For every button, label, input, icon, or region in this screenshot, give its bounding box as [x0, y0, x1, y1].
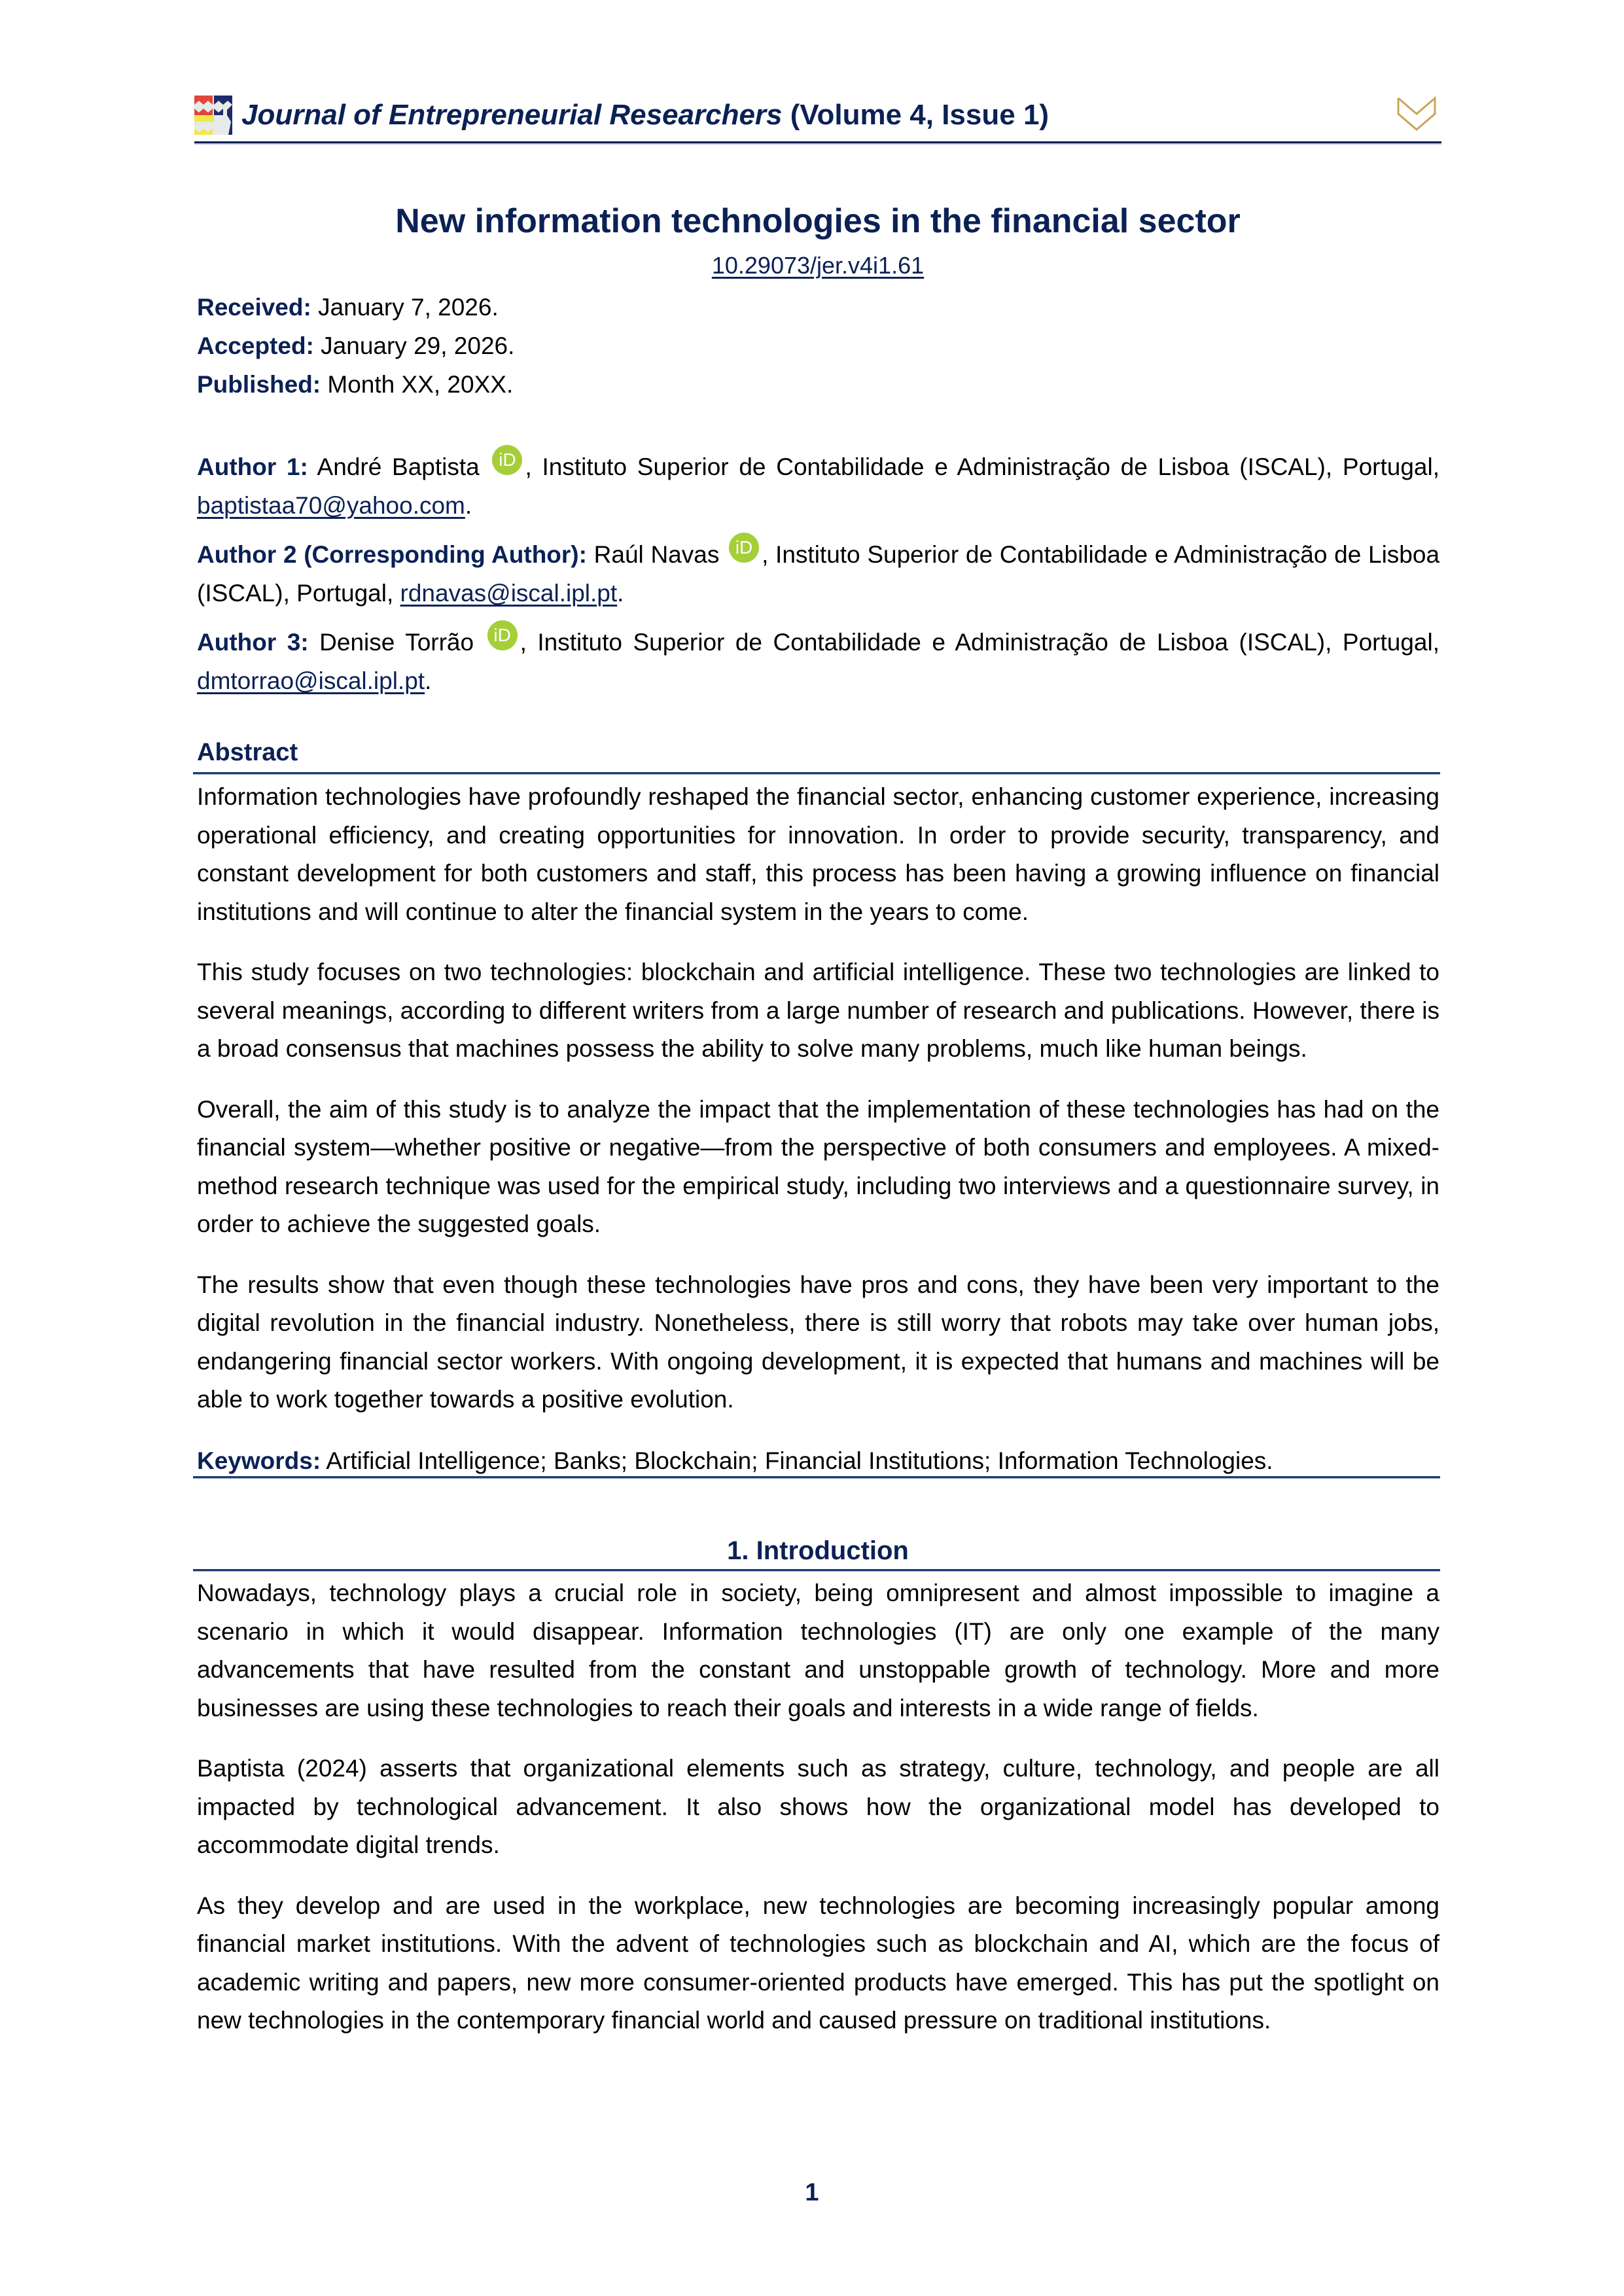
accepted-date [197, 330, 514, 362]
author-email-link[interactable]: baptistaa70@yahoo.com [197, 492, 465, 519]
author-3 [197, 620, 1439, 700]
published-date [197, 368, 513, 401]
author-label: Author 2 (Corresponding Author): [197, 541, 587, 568]
published-value: Month XX, 20XX. [321, 371, 514, 398]
abstract-divider [193, 772, 1440, 774]
author-affiliation: , Instituto Superior de Contabilidade e Administração de Lisboa (ISCAL), Portugal, [520, 629, 1439, 656]
abstract-paragraph: This study focuses on two technologies: blockchain and artificial intelligence. These two technologies are linked to several meanings, according to different writers from a large number of research and publications. However, there is a broad consensus that machines possess the ability to solve many problems, much like human beings. [197, 959, 1439, 1062]
header-divider [194, 141, 1441, 143]
doi-link[interactable]: 10.29073/jer.v4i1.61 [711, 252, 925, 279]
accepted-label: Accepted: [197, 332, 314, 359]
email-suffix: . [425, 667, 432, 694]
introduction-body [197, 1574, 1439, 2062]
article-title: New information technologies in the financial sector [395, 202, 1241, 240]
published-label: Published: [197, 371, 321, 398]
chevron-down-icon [1396, 92, 1438, 133]
introduction-heading: 1. Introduction [727, 1536, 909, 1565]
keywords-divider [193, 1476, 1440, 1478]
author-email-link[interactable]: dmtorrao@iscal.ipl.pt [197, 667, 425, 694]
journal-logo-icon [194, 96, 232, 135]
keywords-label: Keywords: [197, 1447, 321, 1474]
accepted-value: January 29, 2026. [313, 332, 515, 359]
keywords-line [197, 1445, 1439, 1477]
author-affiliation: , Instituto Superior de Contabilidade e Administração de Lisboa (ISCAL), Portugal, [197, 541, 1440, 607]
email-suffix: . [465, 492, 472, 519]
abstract-body [197, 778, 1439, 1441]
introduction-divider [193, 1569, 1440, 1571]
abstract-paragraph: The results show that even though these technologies have pros and cons, they have been very important to the digital revolution in the financial industry. Nonetheless, there is still worry that robots may take over human jobs, endangering financial sector workers. With ongoing development, it is expected that humans and machines will be able to work together towards a positive evolution. [197, 1271, 1439, 1413]
author-1 [197, 445, 1439, 525]
author-affiliation: , Instituto Superior de Contabilidade e Administração de Lisboa (ISCAL), Portugal, [525, 453, 1439, 480]
orcid-icon[interactable]: iD [729, 533, 759, 563]
page-number: 1 [805, 2179, 819, 2206]
author-name: André Baptista [308, 453, 480, 480]
abstract-paragraph: Overall, the aim of this study is to analyze the impact that the implementation of these technologies has had on the financial system—whether positive or negative—from the perspective of both consumers and employees. A mixed-method research technique was used for the empirical study, including two interviews and a questionnaire survey, in order to achieve the suggested goals. [197, 1095, 1439, 1237]
introduction-paragraph: Nowadays, technology plays a crucial role in society, being omnipresent and almost impossible to imagine a scenario in which it would disappear. Information technologies (IT) are only one example of the many advancements that have resulted from the constant and unstoppable growth of technology. More and more businesses are using these technologies to reach their goals and interests in a wide range of fields. [197, 1580, 1439, 1722]
keywords-list: Artificial Intelligence; Banks; Blockchain; Financial Institutions; Information Technologies. [321, 1447, 1273, 1474]
author-label: Author 1: [197, 453, 308, 480]
volume-issue: (Volume 4, Issue 1) [782, 99, 1050, 131]
orcid-icon[interactable]: iD [492, 445, 522, 475]
journal-header [194, 96, 1441, 144]
introduction-paragraph: As they develop and are used in the workplace, new technologies are becoming increasingly popular among financial market institutions. With the advent of technologies such as blockchain and AI, which are the focus of academic writing and papers, new more consumer-oriented products have emerged. This has put the spotlight on new technologies in the contemporary financial world and caused pressure on traditional institutions. [197, 1892, 1439, 2034]
introduction-paragraph: Baptista (2024) asserts that organizational elements such as strategy, culture, technology, and people are all impacted by technological advancement. It also shows how the organizational model has developed to accommodate digital trends. [197, 1755, 1439, 1858]
received-label: Received: [197, 294, 311, 321]
author-list [197, 445, 1439, 708]
author-email-link[interactable]: rdnavas@iscal.ipl.pt [400, 580, 618, 607]
journal-title [241, 97, 1049, 133]
abstract-paragraph: Information technologies have profoundly reshaped the financial sector, enhancing customer experience, increasing operational efficiency, and creating opportunities for innovation. In order to provide security, transparency, and constant development for both customers and staff, this process has been having a growing influence on financial institutions and will continue to alter the financial system in the years to come. [197, 783, 1439, 925]
email-suffix: . [617, 580, 624, 607]
received-value: January 7, 2026. [311, 294, 499, 321]
journal-name: Journal of Entrepreneurial Researchers [241, 99, 783, 131]
author-2 [197, 533, 1439, 612]
author-label: Author 3: [197, 629, 309, 656]
received-date [197, 291, 499, 324]
orcid-icon[interactable]: iD [487, 620, 518, 650]
author-name: Denise Torrão [308, 629, 474, 656]
doi-line [194, 250, 1441, 281]
abstract-heading: Abstract [197, 739, 298, 766]
author-name: Raúl Navas [586, 541, 720, 568]
